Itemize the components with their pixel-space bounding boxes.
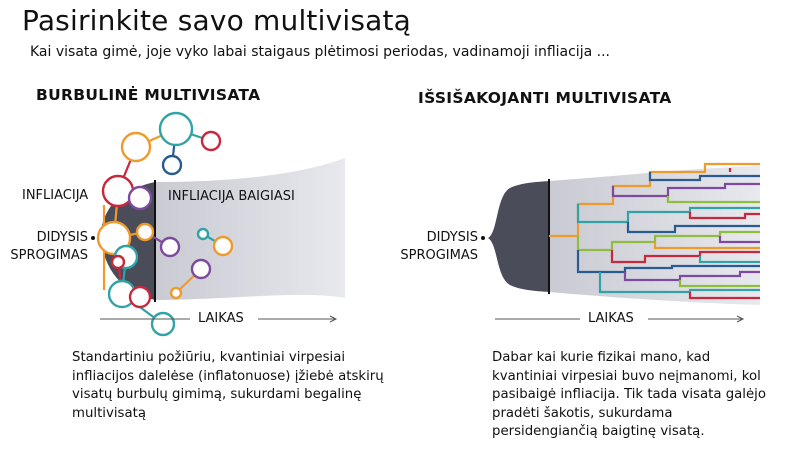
bubble bbox=[112, 256, 124, 268]
bubble bbox=[202, 132, 220, 150]
right-inflation-region bbox=[488, 181, 549, 292]
time-label-right: LAIKAS bbox=[588, 311, 634, 326]
page-title: Pasirinkite savo multivisatą bbox=[22, 4, 412, 37]
bubble bbox=[214, 237, 232, 255]
bubble bbox=[122, 133, 150, 161]
bubble bbox=[171, 288, 181, 298]
bubble bbox=[161, 238, 179, 256]
bubble bbox=[198, 229, 208, 239]
time-label-left: LAIKAS bbox=[198, 311, 244, 326]
branching-multiverse-diagram bbox=[481, 164, 760, 322]
big-bang-point-right bbox=[481, 236, 485, 240]
big-bang-label-right: DIDYSIS SPROGIMAS bbox=[400, 230, 478, 263]
branching-multiverse-description: Dabar kai kurie fizikai mano, kad kvantiniai virpesiai buvo neįmanomi, kol pasibaigė infliacija. Tik tada visata galėjo pradėti šakotis, sukurdama persidengiančią baigtinę visatą. bbox=[492, 350, 767, 439]
bubble-multiverse-description: Standartiniu požiūriu, kvantiniai virpesiai infliacijos dalelėse (inflatonuose) įžiebė atskirų visatų burbulų gimimą, sukurdami begalinę multivisatą bbox=[72, 350, 384, 421]
bubble-multiverse-diagram bbox=[91, 113, 345, 335]
inflation-label: INFLIACIJA bbox=[22, 188, 89, 203]
bubble bbox=[163, 156, 181, 174]
bubble bbox=[152, 313, 174, 335]
left-expansion-region bbox=[155, 158, 345, 300]
bubble bbox=[130, 287, 150, 307]
branching-multiverse-heading: IŠSIŠAKOJANTI MULTIVISATA bbox=[418, 89, 672, 107]
big-bang-label-left: DIDYSIS SPROGIMAS bbox=[10, 230, 88, 263]
big-bang-point-left bbox=[91, 236, 95, 240]
bubble bbox=[192, 260, 210, 278]
bubble bbox=[160, 113, 192, 145]
page-subtitle: Kai visata gimė, joje vyko labai staigaus plėtimosi periodas, vadinamoji infliacija ... bbox=[30, 44, 610, 60]
inflation-ends-label: INFLIACIJA BAIGIASI bbox=[168, 189, 295, 204]
bubble bbox=[137, 224, 153, 240]
bubble bbox=[129, 187, 151, 209]
bubble-multiverse-heading: BURBULINĖ MULTIVISATA bbox=[36, 86, 261, 104]
